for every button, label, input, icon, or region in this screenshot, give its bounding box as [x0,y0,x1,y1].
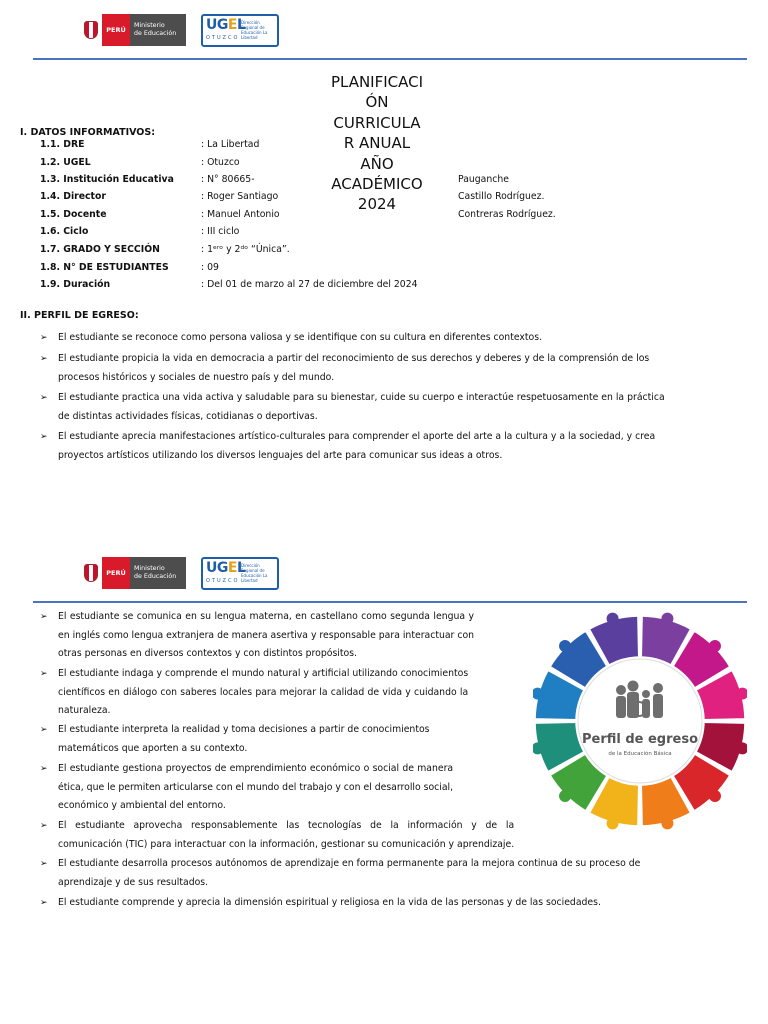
info-value: : III ciclo [201,226,240,237]
ugel-logo: UGEL Dirección Regional de Educación La Libertad OTUZCO [201,14,279,47]
bullet-arrow-icon: ➢ [40,859,48,869]
info-row [40,139,259,153]
ugel-subtitle: Dirección Regional de Educación La Libertad [241,19,268,40]
bullet-text [58,721,430,758]
info-label: 1.8. N° DE ESTUDIANTES [40,262,169,273]
bullet-arrow-icon: ➢ [40,898,48,908]
document-title [330,72,424,215]
ugel-city: OTUZCO [206,577,240,584]
header-divider [33,58,747,60]
document-title-line: ÓN [365,93,389,112]
bullet-line: El estudiante comprende y aprecia la dimensión espiritual y religiosa en la vida de las personas y de las sociedades. [58,897,601,908]
bullet-line: comunicación (TIC) para interactuar con la información, gestionar su comunicación y aprendizaje. [58,838,515,850]
perfil-bullet [40,817,580,854]
info-row [40,157,240,171]
ugel-logo: UGEL Dirección Regional de Educación La Libertad OTUZCO [201,557,279,590]
document-title-line: PLANIFICACI [330,73,424,91]
peru-label: PERÚ [102,14,130,46]
bullet-text [58,389,665,426]
info-label: 1.9. Duración [40,279,111,290]
info-value: : La Libertad [201,139,260,150]
info-label: 1.4. Director [40,191,106,202]
bullet-arrow-icon: ➢ [40,725,48,735]
perfil-bullet [40,855,747,892]
bullet-arrow-icon: ➢ [40,354,48,364]
perfil-bullet [40,760,525,816]
bullet-arrow-icon: ➢ [40,821,48,831]
document-title-line: ACADÉMICO [331,175,423,194]
info-row [40,191,278,205]
info-side-value: Pauganche [458,174,509,185]
document-title-line: CURRICULA [333,113,421,132]
ministerio-label: Ministerio de Educación [134,22,177,37]
info-label: 1.1. DRE [40,139,85,150]
info-label: 1.2. UGEL [40,157,91,168]
info-value: : Del 01 de marzo al 27 de diciembre del 2024 [201,279,418,290]
peru-crest-icon [80,557,102,589]
section-heading-datos: I. DATOS INFORMATIVOS: [20,127,156,138]
info-value: : Roger Santiago [201,191,279,202]
document-title-line: R ANUAL [343,134,411,153]
puzzle-knob-icon [607,613,619,625]
perfil-bullet [40,721,525,758]
info-row [40,279,418,293]
bullet-text [58,817,514,854]
info-row [40,174,255,188]
bullet-arrow-icon: ➢ [40,612,48,622]
bullet-arrow-icon: ➢ [40,432,48,442]
header-logos-page2 [80,556,279,590]
perfil-bullet [40,389,747,426]
bullet-text [58,608,474,664]
perfil-caption-subtitle: de la Educación Básica [608,751,672,757]
peru-label: PERÚ [102,557,130,589]
bullet-line: El estudiante aprovecha responsablemente las tecnologías de la información y de la [58,820,515,831]
bullet-line: aprendizaje y de sus resultados. [58,876,209,888]
bullet-arrow-icon: ➢ [40,333,48,343]
perfil-bullet [40,894,747,913]
info-label: 1.7. GRADO Y SECCIÓN [40,244,160,255]
perfil-bullet [40,329,747,348]
bullet-text [58,329,542,348]
minedu-logo [80,557,186,589]
info-row [40,209,280,223]
bullet-line: procesos históricos y sociales de nuestro país y del mundo. [58,371,335,383]
bullet-line: naturaleza. [58,705,111,716]
bullet-line: El estudiante propicia la vida en democracia a partir del reconocimiento de sus derechos y deberes y de la comprensión de los [58,353,650,364]
bullet-arrow-icon: ➢ [40,393,48,403]
document-title-line: AÑO [360,154,394,173]
bullet-line: El estudiante gestiona proyectos de emprendimiento económico o social de manera [58,763,454,774]
bullet-line: de distintas actividades físicas, cotidianas o deportivas. [58,410,318,422]
bullet-text [58,350,649,387]
peru-crest-icon [80,14,102,46]
info-side-value: Castillo Rodríguez. [458,191,545,202]
bullet-text [58,428,655,465]
bullet-line: El estudiante aprecia manifestaciones artístico-culturales para comprender el aporte del arte a la cultura y a la sociedad, y crea [58,431,656,442]
info-value: : 09 [201,262,219,273]
puzzle-knob-icon [607,817,619,829]
bullet-line: ética, que le permiten articularse con el mundo del trabajo y con el desarrollo social, [58,781,454,793]
bullet-line: económico y ambiental del entorno. [58,800,226,811]
puzzle-knob-icon [559,790,571,802]
info-side-value: Contreras Rodríguez. [458,209,556,220]
bullet-arrow-icon: ➢ [40,669,48,679]
bullet-line: El estudiante se comunica en su lengua materna, en castellano como segunda lengua y [58,611,475,622]
bullet-line: en inglés como lengua extranjera de manera asertiva y responsable para interactuar con [58,629,475,641]
bullet-text [58,760,453,816]
info-value: : 1ᵉʳᵒ y 2ᵈᵒ “Única”. [201,244,290,255]
puzzle-knob-icon [661,817,673,829]
ugel-subtitle: Dirección Regional de Educación La Libertad [241,562,268,583]
info-value: : N° 80665- [201,174,255,185]
bullet-text [58,665,468,721]
section-heading-perfil: II. PERFIL DE EGRESO: [20,310,139,321]
puzzle-knob-icon [709,640,721,652]
info-value: : Otuzco [201,157,240,168]
header-logos-top [80,13,279,47]
info-row [40,244,290,258]
info-label: 1.3. Institución Educativa [40,174,174,185]
info-value: : Manuel Antonio [201,209,280,220]
perfil-bullet [40,665,525,721]
header-divider [33,601,747,603]
bullet-text [58,855,640,892]
perfil-bullet [40,608,525,664]
perfil-bullet [40,428,747,465]
bullet-arrow-icon: ➢ [40,764,48,774]
puzzle-knob-icon [661,613,673,625]
bullet-line: proyectos artísticos utilizando los diversos lenguajes del arte para comunicar sus ideas a otros. [58,449,503,461]
bullet-line: El estudiante se reconoce como persona valiosa y se identifique con su cultura en diferentes contextos. [58,332,543,343]
bullet-line: matemáticos que aporten a su contexto. [58,742,248,754]
bullet-line: científicos en diálogo con saberes locales para mejorar la calidad de vida y cuidando la [58,686,469,698]
perfil-egreso-graphic [533,612,747,830]
minedu-logo [80,14,186,46]
bullet-line: El estudiante interpreta la realidad y toma decisiones a partir de conocimientos [58,724,430,735]
info-label: 1.5. Docente [40,209,107,220]
perfil-caption-title: Perfil de egreso [581,732,699,747]
bullet-line: El estudiante desarrolla procesos autónomos de aprendizaje en forma permanente para la mejora continua de su proceso de [58,858,641,869]
info-row [40,226,239,240]
puzzle-knob-icon [559,640,571,652]
puzzle-knob-icon [709,790,721,802]
bullet-line: El estudiante practica una vida activa y saludable para su bienestar, cuide su cuerpo e interactúe respetuosamente en la práctica [58,392,665,403]
bullet-line: El estudiante indaga y comprende el mundo natural y artificial utilizando conocimientos [58,668,469,679]
document-title-line: 2024 [357,195,397,214]
bullet-text [58,894,601,913]
info-label: 1.6. Ciclo [40,226,89,237]
ugel-city: OTUZCO [206,34,240,41]
perfil-bullet [40,350,747,387]
ministerio-label: Ministerio de Educación [134,565,177,580]
info-row [40,262,219,276]
bullet-line: otras personas en diversos contextos y con distintos propósitos. [58,648,358,659]
